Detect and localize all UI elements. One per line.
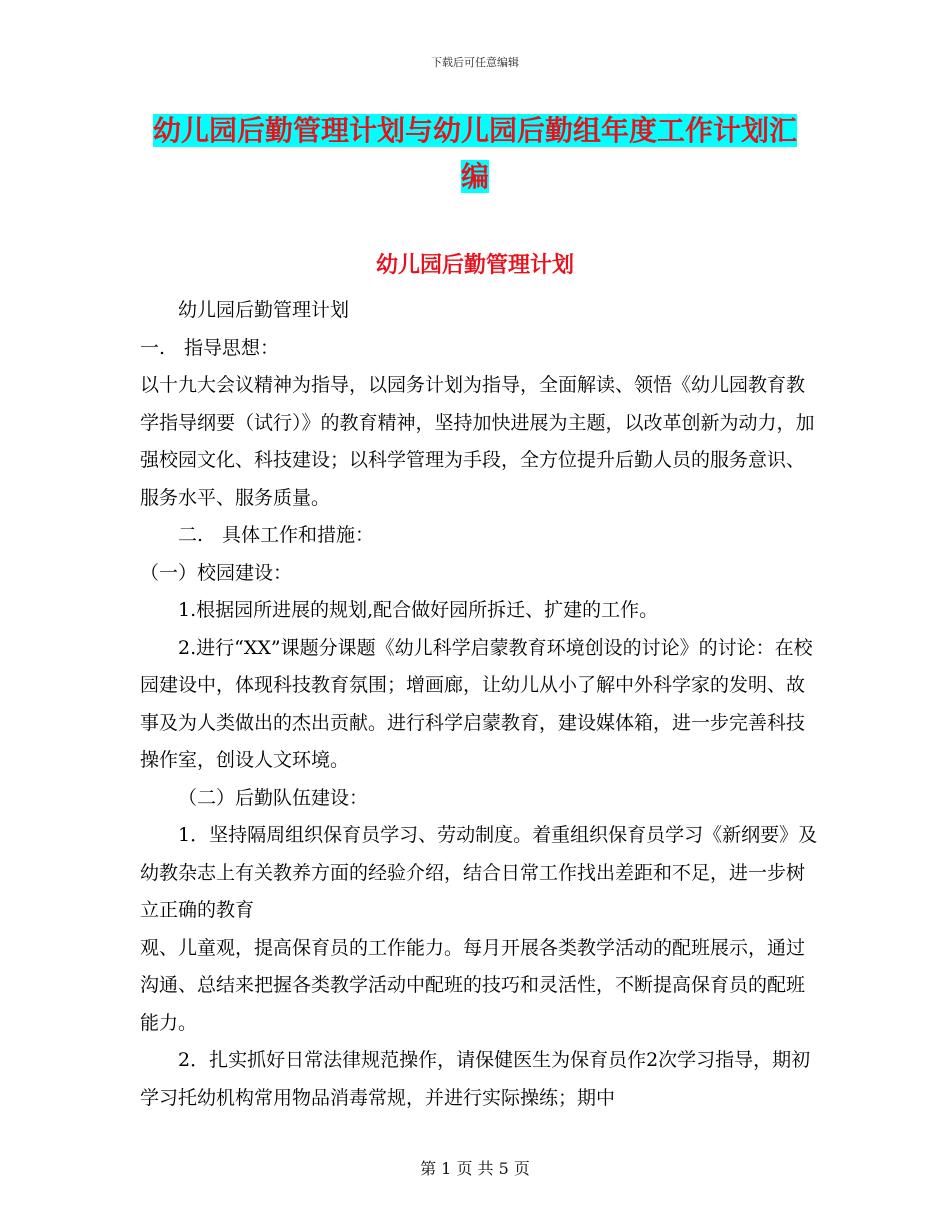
paragraph-campus-item-2: 2.进行“XX”课题分课题《幼儿科学启蒙教育环境创设的讨论》的讨论：在校园建设中，体现科技教育氛围；增画廊，让幼儿从小了解中外科学家的发明、故事及为人类做出的杰出贡献。进行科学启蒙教育，建设媒体箱，进一步完善科技操作室，创设人文环境。 [140,636,813,771]
document-body [140,292,820,1117]
document-title-line2: 编 [460,160,489,193]
document-title-line1: 幼儿园后勤管理计划与幼儿园后勤组年度工作计划汇 [152,114,797,147]
paragraph-team-item-1a: 1．坚持隔周组织保育员学习、劳动制度。着重组织保育员学习《新纲要》及幼教杂志上有关教养方面的经验介绍，结合日常工作找出差距和不足，进一步树立正确的教育 [140,824,818,921]
paragraph-team-item-1b: 观、儿童观，提高保育员的工作能力。每月开展各类教学活动的配班展示，通过沟通、总结来把握各类教学活动中配班的技巧和灵活性，不断提高保育员的配班能力。 [140,936,806,1034]
paragraph-subtitle: 幼儿园后勤管理计划 [178,299,350,321]
page-footer: 第 1 页 共 5 页 [420,1159,530,1178]
document-title [140,108,810,200]
paragraph-team-item-2: 2．扎实抓好日常法律规范操作，请保健医生为保育员作2次学习指导，期初学习托幼机构常用物品消毒常规，并进行实际操练；期中 [140,1049,811,1109]
paragraph-heading-measures: 二. 具体工作和措施： [178,524,375,546]
paragraph-heading-campus: （一）校园建设： [140,561,293,584]
paragraph-campus-item-1: 1.根据园所进展的规划,配合做好园所拆迁、扩建的工作。 [178,599,659,621]
paragraph-guiding-thought: 以十九大会议精神为指导，以园务计划为指导，全面解读、领悟《幼儿园教育教学指导纲要（试行）》的教育精神，坚持加快进展为主题，以改革创新为动力，加强校园文化、科技建设；以科学管理为手段，全方位提升后勤人员的服务意识、服务水平、服务质量。 [140,374,815,509]
paragraph-heading-guiding-thought: 一. 指导思想： [140,336,280,359]
paragraph-heading-team: （二）后勤队伍建设： [178,786,369,809]
header-note: 下载后可任意编辑 [431,56,519,69]
section-title: 幼儿园后勤管理计划 [375,253,574,278]
